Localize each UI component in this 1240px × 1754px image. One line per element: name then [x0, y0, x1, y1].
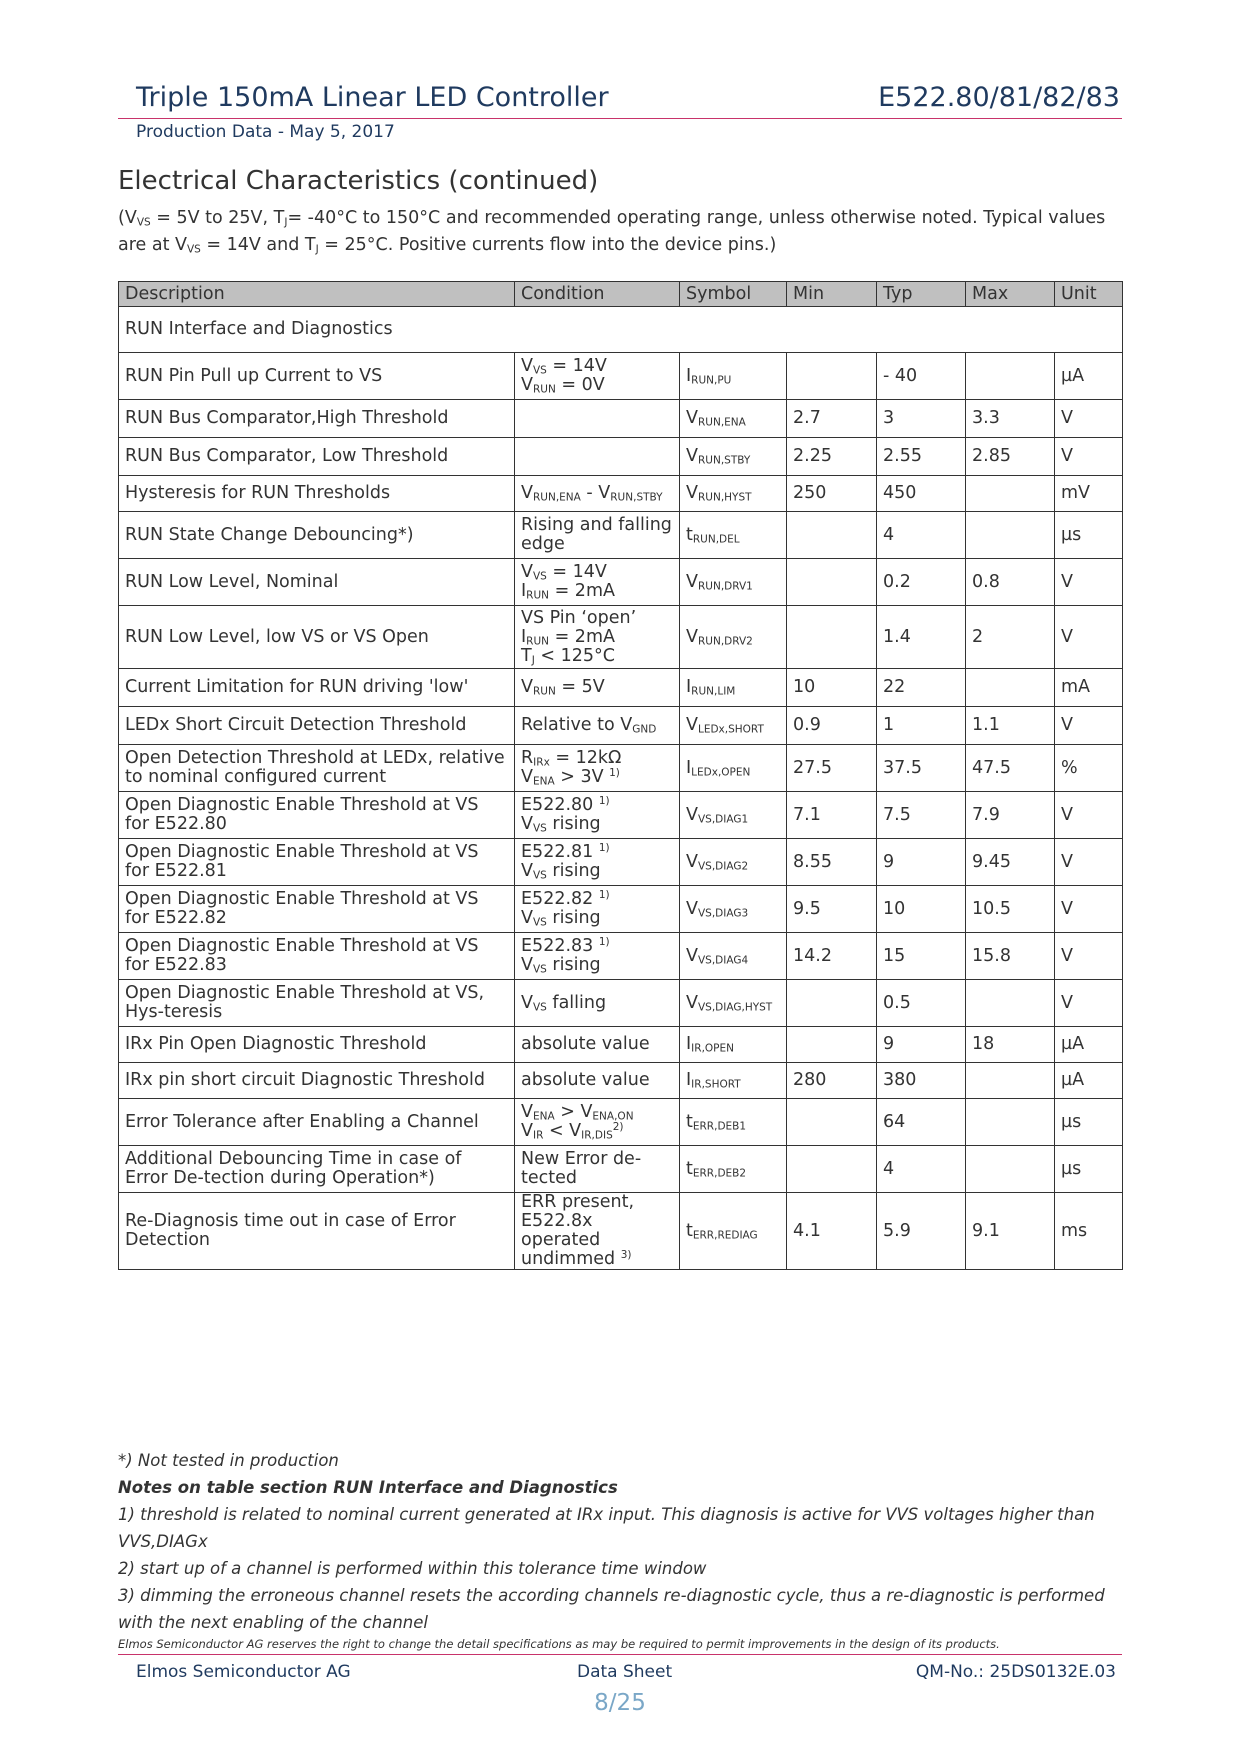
max-cell: [966, 980, 1055, 1027]
unit-cell: V: [1055, 933, 1123, 980]
symbol-cell: $V_{RUN,HYST}$: [680, 476, 787, 512]
table-row: [119, 886, 1123, 933]
table-row: [119, 438, 1123, 476]
section-row: [119, 307, 1123, 353]
symbol-cell: $t_{RUN,DEL}$: [680, 512, 787, 559]
table-row: [119, 1063, 1123, 1099]
max-cell: 2: [966, 606, 1055, 669]
column-header: Condition: [515, 282, 680, 307]
symbol-cell: $V_{RUN,DRV1}$: [680, 559, 787, 606]
unit-cell: µs: [1055, 1146, 1123, 1193]
table-row: [119, 353, 1123, 400]
description-cell: Open Diagnostic Enable Threshold at VS for E522.82: [119, 886, 515, 933]
table-row: [119, 1146, 1123, 1193]
typ-cell: 3: [877, 400, 966, 438]
column-header: Description: [119, 282, 515, 307]
typ-cell: 7.5: [877, 792, 966, 839]
symbol-cell: $V_{VS,DIAG2}$: [680, 839, 787, 886]
unit-cell: V: [1055, 438, 1123, 476]
section-label: RUN Interface and Diagnostics: [119, 307, 1123, 353]
max-cell: 1.1: [966, 707, 1055, 745]
table-row: [119, 792, 1123, 839]
column-header: Unit: [1055, 282, 1123, 307]
condition-cell: $V_{RUN} = 5V$: [515, 669, 680, 707]
description-cell: Re-Diagnosis time out in case of Error Detection: [119, 1193, 515, 1270]
condition-cell: E522.82 $^{1)}$ $V_{VS}$ rising: [515, 886, 680, 933]
description-cell: Open Diagnostic Enable Threshold at VS for E522.83: [119, 933, 515, 980]
footer-divider: [118, 1654, 1122, 1655]
min-cell: 27.5: [787, 745, 877, 792]
unit-cell: µs: [1055, 1099, 1123, 1146]
unit-cell: V: [1055, 980, 1123, 1027]
min-cell: [787, 1146, 877, 1193]
symbol-cell: $V_{RUN,STBY}$: [680, 438, 787, 476]
condition-cell: Rising and falling edge: [515, 512, 680, 559]
section-conditions: ($V_{VS} = 5V$ to 25V, $T_J= -40^\circ C$ to 150°C and recommended operating range, unless otherwise noted. Typical values are at $V_{VS} = 14V$ and $T_J = 25^\circ C$. Positive currents flow into the device pins.): [118, 208, 1106, 256]
symbol-cell: $V_{RUN,DRV2}$: [680, 606, 787, 669]
table-row: [119, 980, 1123, 1027]
unit-cell: µs: [1055, 512, 1123, 559]
description-cell: IRx Pin Open Diagnostic Threshold: [119, 1027, 515, 1063]
condition-cell: [515, 400, 680, 438]
table-row: [119, 1099, 1123, 1146]
disclaimer: Elmos Semiconductor AG reserves the right to change the detail specifications as may be required to permit improvements in the design of its products.: [118, 1637, 1000, 1651]
min-cell: 4.1: [787, 1193, 877, 1270]
unit-cell: µA: [1055, 1027, 1123, 1063]
symbol-cell: $V_{LEDx,SHORT}$: [680, 707, 787, 745]
electrical-characteristics-table: [118, 281, 1123, 1270]
table-row: [119, 745, 1123, 792]
typ-cell: 4: [877, 512, 966, 559]
unit-cell: ms: [1055, 1193, 1123, 1270]
column-header: Min: [787, 282, 877, 307]
max-cell: 2.85: [966, 438, 1055, 476]
column-header: Typ: [877, 282, 966, 307]
symbol-cell: $I_{RUN,LIM}$: [680, 669, 787, 707]
typ-cell: 64: [877, 1099, 966, 1146]
column-header: Max: [966, 282, 1055, 307]
max-cell: 15.8: [966, 933, 1055, 980]
min-cell: 10: [787, 669, 877, 707]
unit-cell: V: [1055, 707, 1123, 745]
max-cell: [966, 1146, 1055, 1193]
condition-cell: $V_{ENA} > V_{ENA,ON}$ $V_{IR} < V_{IR,DIS}^{2)}$: [515, 1099, 680, 1146]
min-cell: 14.2: [787, 933, 877, 980]
condition-cell: absolute value: [515, 1027, 680, 1063]
symbol-cell: $V_{VS,DIAG4}$: [680, 933, 787, 980]
typ-cell: 37.5: [877, 745, 966, 792]
description-cell: Open Diagnostic Enable Threshold at VS for E522.81: [119, 839, 515, 886]
symbol-cell: $V_{RUN,ENA}$: [680, 400, 787, 438]
note-not-tested: *) Not tested in production: [118, 1451, 339, 1470]
symbol-cell: $t_{ERR,REDIAG}$: [680, 1193, 787, 1270]
min-cell: [787, 353, 877, 400]
description-cell: Open Diagnostic Enable Threshold at VS, Hys-teresis: [119, 980, 515, 1027]
footer-qm-number: QM-No.: 25DS0132E.03: [915, 1662, 1116, 1682]
description-cell: IRx pin short circuit Diagnostic Threshold: [119, 1063, 515, 1099]
condition-cell: $V_{VS} = 14V$ $V_{RUN} = 0V$: [515, 353, 680, 400]
symbol-cell: $I_{LEDx,OPEN}$: [680, 745, 787, 792]
header-part-number: E522.80/81/82/83: [878, 82, 1120, 113]
description-cell: Additional Debouncing Time in case of Error De-tection during Operation*): [119, 1146, 515, 1193]
symbol-cell: $t_{ERR,DEB2}$: [680, 1146, 787, 1193]
max-cell: [966, 353, 1055, 400]
symbol-cell: $I_{RUN,PU}$: [680, 353, 787, 400]
max-cell: [966, 476, 1055, 512]
description-cell: RUN Low Level, low VS or VS Open: [119, 606, 515, 669]
table-row: [119, 512, 1123, 559]
typ-cell: 15: [877, 933, 966, 980]
description-cell: RUN Bus Comparator, Low Threshold: [119, 438, 515, 476]
description-cell: RUN Low Level, Nominal: [119, 559, 515, 606]
header-divider: [118, 118, 1122, 119]
min-cell: [787, 1099, 877, 1146]
min-cell: 280: [787, 1063, 877, 1099]
notes-section: [118, 1447, 1128, 1636]
min-cell: 9.5: [787, 886, 877, 933]
header-title: Triple 150mA Linear LED Controller: [136, 82, 609, 113]
column-header: Symbol: [680, 282, 787, 307]
notes-heading: Notes on table section RUN Interface and Diagnostics: [118, 1478, 618, 1497]
symbol-cell: $V_{VS,DIAG3}$: [680, 886, 787, 933]
typ-cell: 2.55: [877, 438, 966, 476]
section-title: Electrical Characteristics (continued): [118, 166, 599, 196]
table-row: [119, 669, 1123, 707]
typ-cell: 380: [877, 1063, 966, 1099]
description-cell: Error Tolerance after Enabling a Channel: [119, 1099, 515, 1146]
note-2: 2) start up of a channel is performed within this tolerance time window: [118, 1559, 707, 1578]
typ-cell: 0.2: [877, 559, 966, 606]
unit-cell: mV: [1055, 476, 1123, 512]
header-subtitle: Production Data - May 5, 2017: [136, 122, 395, 142]
table-row: [119, 1027, 1123, 1063]
condition-cell: absolute value: [515, 1063, 680, 1099]
min-cell: 2.25: [787, 438, 877, 476]
typ-cell: 9: [877, 839, 966, 886]
unit-cell: V: [1055, 839, 1123, 886]
condition-cell: ERR present, E522.8x operated undimmed $^{3)}$: [515, 1193, 680, 1270]
condition-cell: $V_{VS}$ falling: [515, 980, 680, 1027]
max-cell: [966, 1099, 1055, 1146]
symbol-cell: $I_{IR,SHORT}$: [680, 1063, 787, 1099]
max-cell: 9.1: [966, 1193, 1055, 1270]
typ-cell: 4: [877, 1146, 966, 1193]
condition-cell: VS Pin ‘open’ $I_{RUN} = 2mA$ $T_J < 125^\circ C$: [515, 606, 680, 669]
max-cell: 9.45: [966, 839, 1055, 886]
description-cell: Current Limitation for RUN driving 'low': [119, 669, 515, 707]
table-row: [119, 606, 1123, 669]
page-number: 8/25: [594, 1690, 646, 1716]
max-cell: 47.5: [966, 745, 1055, 792]
typ-cell: 10: [877, 886, 966, 933]
condition-cell: E522.80 $^{1)}$ $V_{VS}$ rising: [515, 792, 680, 839]
min-cell: [787, 1027, 877, 1063]
symbol-cell: $V_{VS,DIAG,HYST}$: [680, 980, 787, 1027]
condition-cell: $V_{VS} = 14V$ $I_{RUN} = 2mA$: [515, 559, 680, 606]
table-row: [119, 933, 1123, 980]
table-row: [119, 400, 1123, 438]
typ-cell: - 40: [877, 353, 966, 400]
description-cell: Hysteresis for RUN Thresholds: [119, 476, 515, 512]
symbol-cell: $I_{IR,OPEN}$: [680, 1027, 787, 1063]
max-cell: [966, 512, 1055, 559]
description-cell: LEDx Short Circuit Detection Threshold: [119, 707, 515, 745]
table-row: [119, 1193, 1123, 1270]
max-cell: 3.3: [966, 400, 1055, 438]
typ-cell: 1: [877, 707, 966, 745]
max-cell: 7.9: [966, 792, 1055, 839]
min-cell: 8.55: [787, 839, 877, 886]
footer-doc-type: Data Sheet: [577, 1662, 673, 1682]
min-cell: 0.9: [787, 707, 877, 745]
description-cell: RUN Pin Pull up Current to VS: [119, 353, 515, 400]
description-cell: Open Detection Threshold at LEDx, relative to nominal configured current: [119, 745, 515, 792]
min-cell: [787, 512, 877, 559]
table-row: [119, 839, 1123, 886]
unit-cell: V: [1055, 559, 1123, 606]
max-cell: 10.5: [966, 886, 1055, 933]
max-cell: [966, 1063, 1055, 1099]
condition-cell: New Error de-tected: [515, 1146, 680, 1193]
min-cell: [787, 606, 877, 669]
unit-cell: mA: [1055, 669, 1123, 707]
table-row: [119, 559, 1123, 606]
unit-cell: %: [1055, 745, 1123, 792]
condition-cell: [515, 438, 680, 476]
note-3: 3) dimming the erroneous channel resets the according channels re-diagnostic cycle, thus a re-diagnostic is performed with the next enabling of the channel: [118, 1586, 1105, 1632]
min-cell: 250: [787, 476, 877, 512]
min-cell: [787, 559, 877, 606]
max-cell: 18: [966, 1027, 1055, 1063]
description-cell: RUN Bus Comparator,High Threshold: [119, 400, 515, 438]
min-cell: 7.1: [787, 792, 877, 839]
condition-cell: $V_{RUN,ENA} - V_{RUN,STBY}$: [515, 476, 680, 512]
typ-cell: 5.9: [877, 1193, 966, 1270]
typ-cell: 1.4: [877, 606, 966, 669]
description-cell: RUN State Change Debouncing*): [119, 512, 515, 559]
min-cell: [787, 980, 877, 1027]
table-header-row: [119, 282, 1123, 307]
min-cell: 2.7: [787, 400, 877, 438]
unit-cell: V: [1055, 886, 1123, 933]
unit-cell: V: [1055, 400, 1123, 438]
unit-cell: V: [1055, 606, 1123, 669]
typ-cell: 22: [877, 669, 966, 707]
condition-cell: $R_{IRx} = 12k\Omega$ $V_{ENA} > 3V$ $^{1)}$: [515, 745, 680, 792]
footer-company: Elmos Semiconductor AG: [136, 1662, 351, 1682]
table-row: [119, 476, 1123, 512]
condition-cell: E522.83 $^{1)}$ $V_{VS}$ rising: [515, 933, 680, 980]
max-cell: [966, 669, 1055, 707]
unit-cell: µA: [1055, 1063, 1123, 1099]
typ-cell: 0.5: [877, 980, 966, 1027]
condition-cell: E522.81 $^{1)}$ $V_{VS}$ rising: [515, 839, 680, 886]
typ-cell: 450: [877, 476, 966, 512]
unit-cell: µA: [1055, 353, 1123, 400]
table-row: [119, 707, 1123, 745]
symbol-cell: $V_{VS,DIAG1}$: [680, 792, 787, 839]
typ-cell: 9: [877, 1027, 966, 1063]
note-1: 1) threshold is related to nominal current generated at IRx input. This diagnosis is active for VVS voltages higher than VVS,DIAGx: [118, 1505, 1095, 1551]
condition-cell: Relative to $V_{GND}$: [515, 707, 680, 745]
symbol-cell: $t_{ERR,DEB1}$: [680, 1099, 787, 1146]
unit-cell: V: [1055, 792, 1123, 839]
description-cell: Open Diagnostic Enable Threshold at VS for E522.80: [119, 792, 515, 839]
max-cell: 0.8: [966, 559, 1055, 606]
